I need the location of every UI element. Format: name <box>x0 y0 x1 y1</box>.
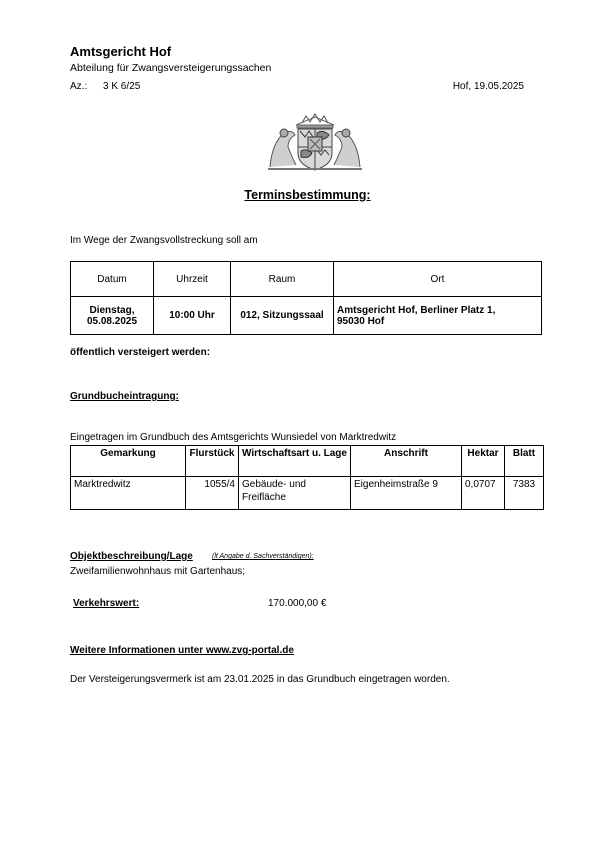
cell-date <box>71 297 154 335</box>
place-street: Amtsgericht Hof, Berliner Platz 1, <box>337 304 496 316</box>
header-blatt: Blatt <box>505 446 544 477</box>
register-note: Der Versteigerungsvermerk ist am 23.01.2025 in das Grundbuch eingetragen worden. <box>70 674 450 685</box>
cell-gemarkung: Marktredwitz <box>71 477 186 510</box>
header-gemarkung: Gemarkung <box>71 446 186 477</box>
date-weekday: Dienstag, <box>89 304 135 316</box>
cell-wirtschaftsart: Gebäude- und Freifläche <box>239 477 351 510</box>
court-name: Amtsgericht Hof <box>70 44 172 59</box>
market-value: 170.000,00 € <box>268 598 327 609</box>
land-register-title: Grundbucheintragung: <box>70 391 179 402</box>
cell-blatt: 7383 <box>505 477 544 510</box>
table-header-row <box>71 262 542 297</box>
appointment-table <box>70 261 542 335</box>
header-anschrift: Anschrift <box>351 446 462 477</box>
header-date: Datum <box>71 262 154 297</box>
object-description-title: Objektbeschreibung/Lage <box>70 551 193 562</box>
department-name: Abteilung für Zwangsversteigerungssachen <box>70 62 272 74</box>
object-description-note: (lt Angabe d. Sachverständigen): <box>212 553 314 560</box>
intro-text: Im Wege der Zwangsvollstreckung soll am <box>70 235 258 246</box>
header-wirtschaftsart: Wirtschaftsart u. Lage <box>239 446 351 477</box>
cell-place <box>334 297 542 335</box>
cell-time: 10:00 Uhr <box>154 297 231 335</box>
header-room: Raum <box>231 262 334 297</box>
cell-flurstueck: 1055/4 <box>186 477 239 510</box>
cell-hektar: 0,0707 <box>462 477 505 510</box>
document-title: Terminsbestimmung: <box>244 188 371 202</box>
cell-room: 012, Sitzungssaal <box>231 297 334 335</box>
land-register-table <box>70 445 544 510</box>
header-hektar: Hektar <box>462 446 505 477</box>
table-header-row <box>71 446 544 477</box>
header-flurstueck: Flurstück <box>186 446 239 477</box>
date-value: 05.08.2025 <box>86 315 138 327</box>
object-description: Zweifamilienwohnhaus mit Gartenhaus; <box>70 566 246 577</box>
place-city: 95030 Hof <box>337 315 385 327</box>
bavarian-coat-of-arms-icon <box>262 113 368 173</box>
more-info-link[interactable]: Weitere Informationen unter www.zvg-portal.de <box>70 645 294 656</box>
table-row <box>71 297 542 335</box>
land-register-text: Eingetragen im Grundbuch des Amtsgerichts Wunsiedel von Marktredwitz <box>70 432 397 443</box>
cell-anschrift: Eigenheimstraße 9 <box>351 477 462 510</box>
file-number-label: Az.: <box>70 81 88 92</box>
place-date: Hof, 19.05.2025 <box>452 81 524 92</box>
table-row <box>71 477 544 510</box>
header-time: Uhrzeit <box>154 262 231 297</box>
market-value-label: Verkehrswert: <box>73 598 140 609</box>
file-number-value: 3 K 6/25 <box>103 81 141 92</box>
auction-text: öffentlich versteigert werden: <box>70 347 211 358</box>
header-place: Ort <box>334 262 542 297</box>
